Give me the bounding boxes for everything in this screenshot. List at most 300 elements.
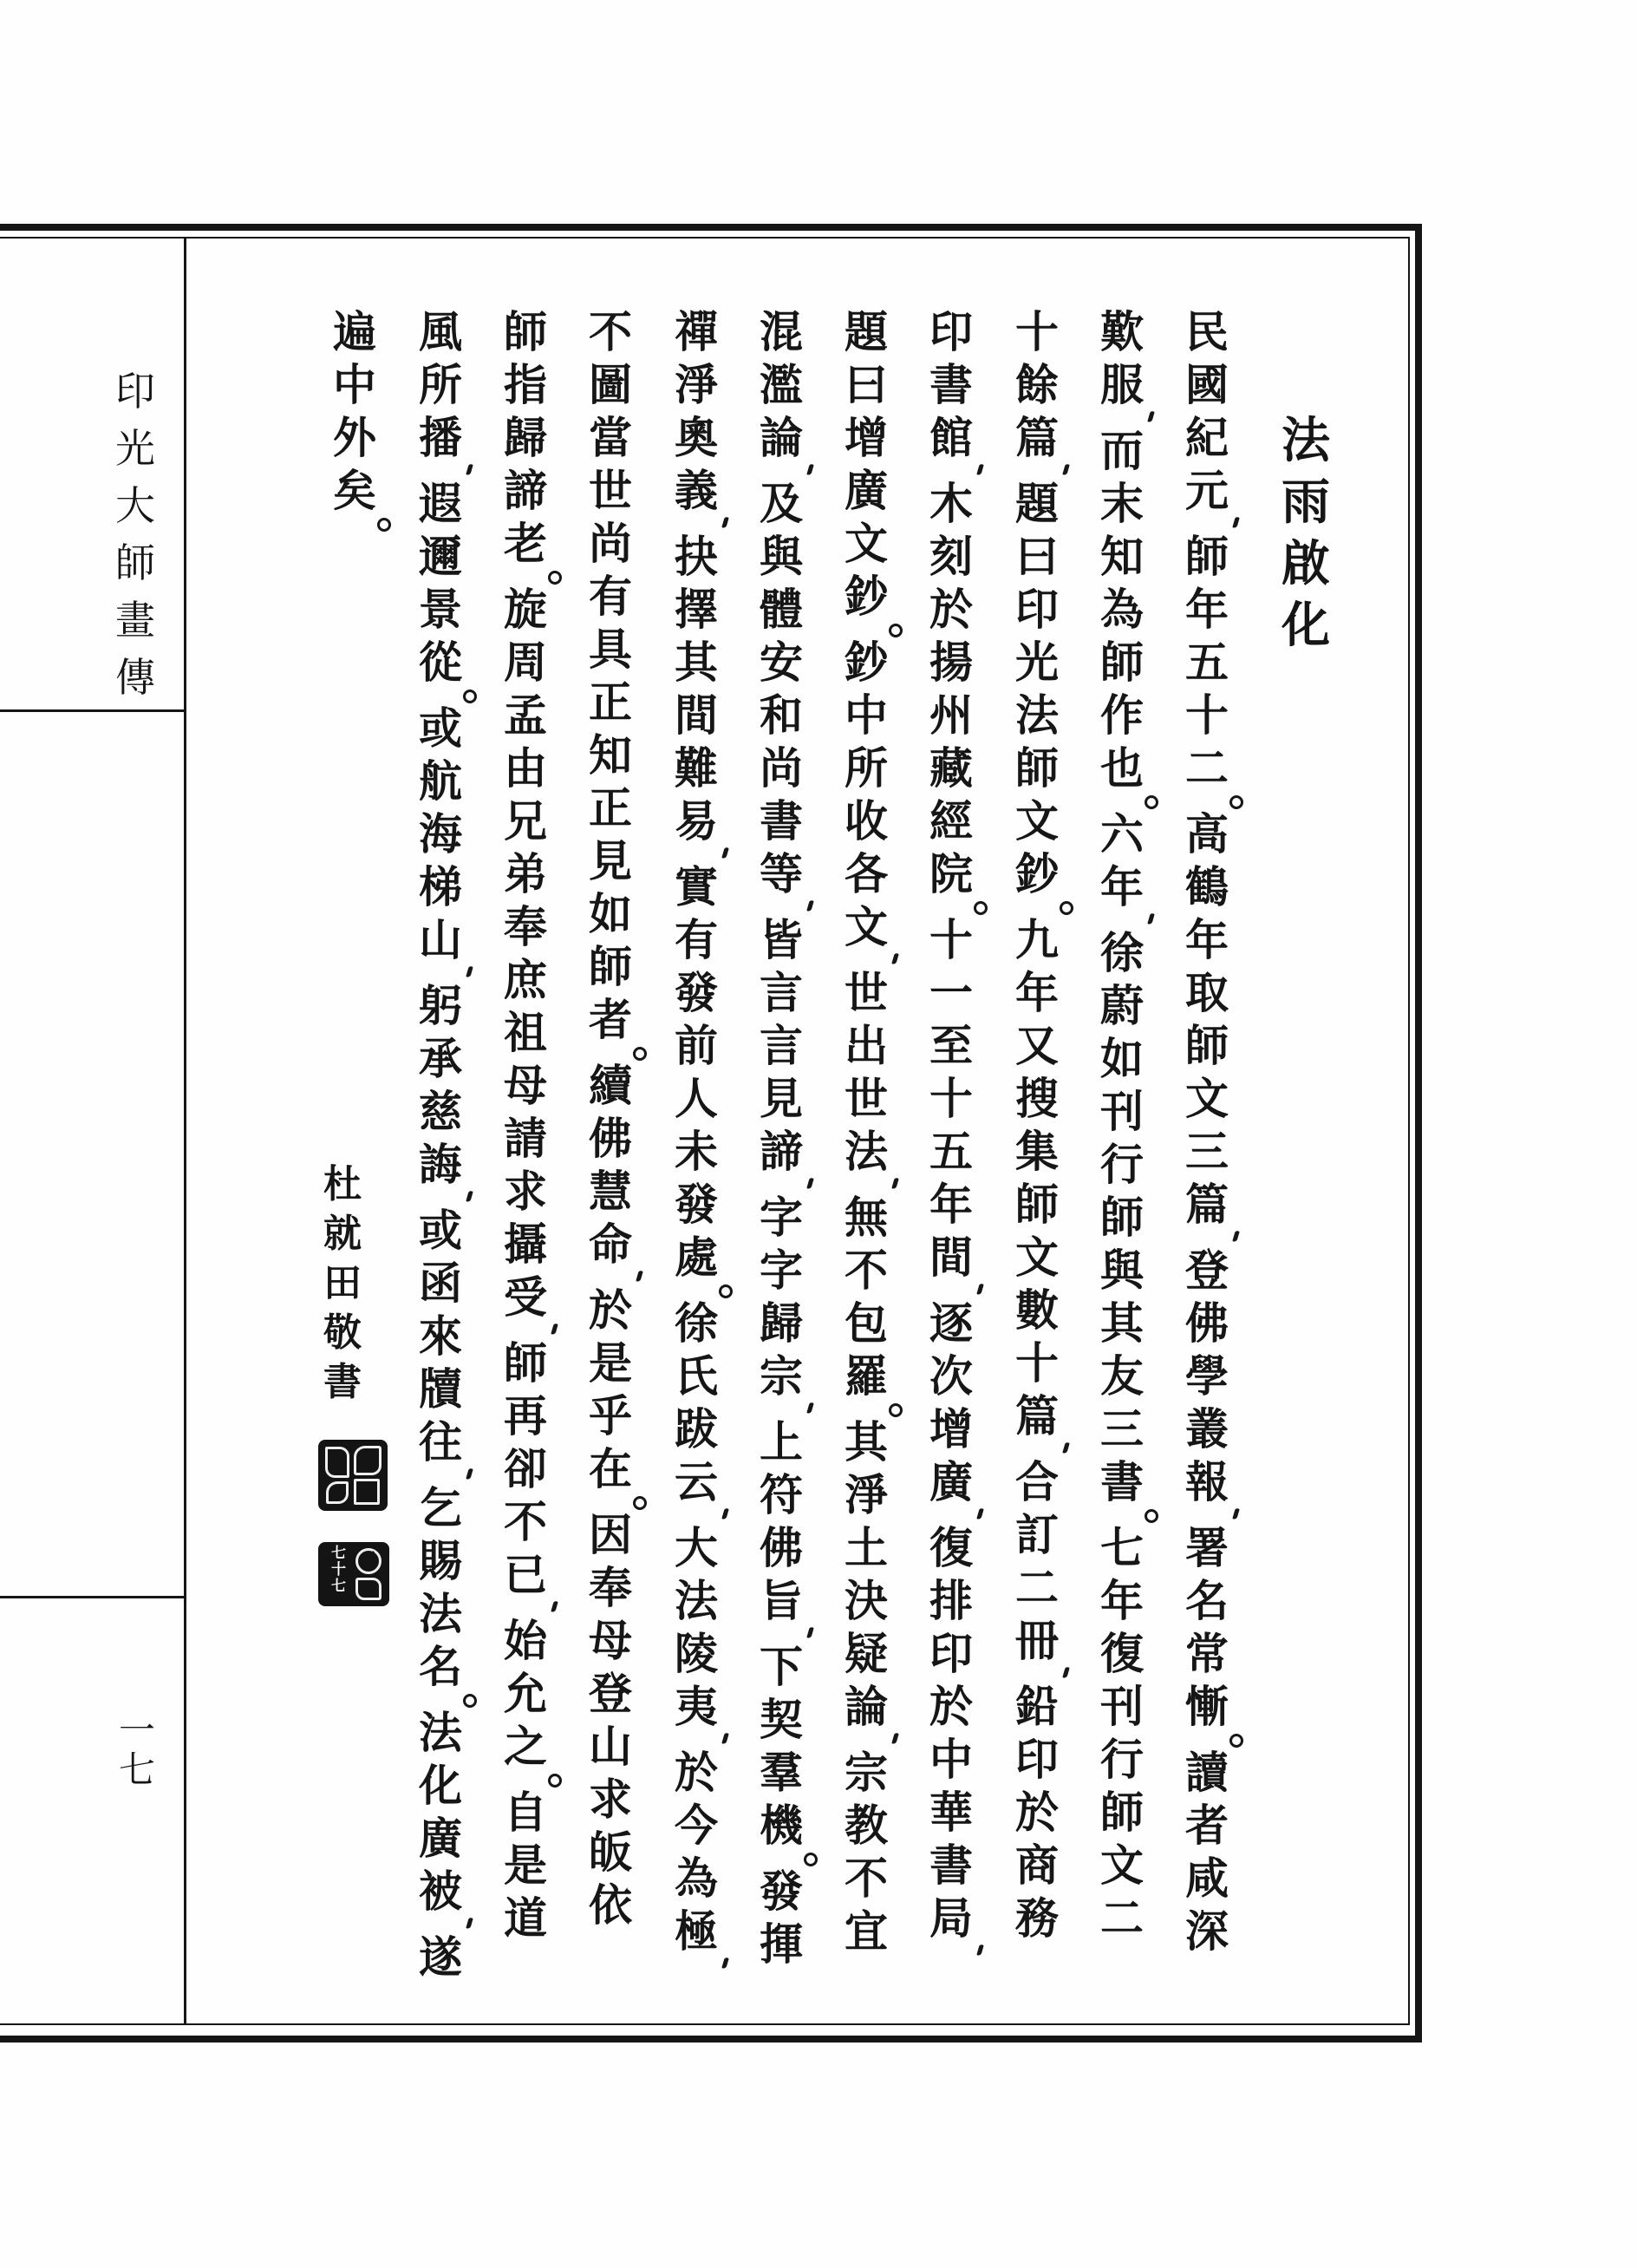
character: 師 — [589, 941, 632, 992]
punctuation-mark — [825, 1402, 908, 1415]
character: 題 — [1015, 478, 1059, 529]
character: 印 — [1015, 1734, 1059, 1785]
character: 再 — [504, 1390, 547, 1441]
punctuation-mark — [484, 1773, 567, 1786]
character: 年 — [1015, 967, 1059, 1018]
character: 為 — [1100, 584, 1144, 635]
character: 徐 — [1100, 927, 1144, 978]
sidebar-divider-line — [184, 239, 186, 2023]
character: 鈔 — [1015, 848, 1059, 899]
character: 其 — [675, 637, 718, 688]
character: 慚 — [1185, 1681, 1229, 1732]
character: 友 — [1100, 1350, 1144, 1402]
character: 孟 — [504, 690, 547, 741]
character: 十 — [1185, 690, 1229, 741]
character: 增 — [929, 1403, 973, 1454]
character: 今 — [675, 1800, 718, 1851]
character: 所 — [419, 359, 462, 410]
character: 不 — [845, 1853, 888, 1904]
character: 排 — [929, 1575, 973, 1626]
character: 依 — [589, 1879, 632, 1931]
character: 遐 — [419, 478, 462, 529]
character: 包 — [845, 1297, 888, 1349]
character: 淨 — [845, 1469, 888, 1520]
character: 於 — [589, 1284, 632, 1336]
character: 者 — [1185, 1800, 1229, 1851]
punctuation-mark — [1080, 1508, 1164, 1521]
character: 和 — [760, 690, 803, 741]
character: 安 — [760, 637, 803, 688]
character: 三 — [1100, 1403, 1144, 1454]
text-column-9 — [484, 305, 567, 1944]
punctuation-mark — [995, 1667, 1079, 1680]
character: 氏 — [675, 1350, 718, 1402]
character: 逐 — [929, 1297, 973, 1349]
character: 間 — [929, 1232, 973, 1283]
character: 搜 — [1015, 1073, 1059, 1124]
character: 及 — [760, 478, 803, 529]
character: 允 — [504, 1668, 547, 1719]
character: 言 — [760, 967, 803, 1018]
character: 文 — [1185, 1073, 1229, 1124]
character: 符 — [760, 1469, 803, 1520]
character: 文 — [1015, 795, 1059, 846]
character: 祖 — [504, 1007, 547, 1058]
character: 世 — [845, 967, 888, 1018]
punctuation-mark — [655, 1284, 738, 1297]
character: 佛 — [1185, 1297, 1229, 1349]
character: 鈔 — [845, 637, 888, 688]
character: 合 — [1015, 1456, 1059, 1507]
character: 夷 — [675, 1681, 718, 1732]
character: 周 — [504, 637, 547, 688]
text-column-10 — [399, 305, 482, 1984]
punctuation-mark — [1165, 1508, 1249, 1521]
punctuation-mark — [399, 1693, 482, 1706]
character: 就 — [323, 1212, 362, 1256]
character: 年 — [1100, 1575, 1144, 1626]
punctuation-mark — [655, 517, 738, 530]
character: 皆 — [760, 914, 803, 965]
character: 師 — [1015, 742, 1059, 794]
character: 鶴 — [1185, 861, 1229, 912]
character: 躬 — [419, 980, 462, 1031]
punctuation-mark — [910, 1284, 993, 1297]
punctuation-mark — [399, 1191, 482, 1204]
character: 杜 — [323, 1162, 362, 1206]
character: 深 — [1185, 1905, 1229, 1957]
character: 疑 — [845, 1628, 888, 1679]
character: 增 — [845, 412, 888, 463]
character: 庶 — [504, 954, 547, 1005]
character: 篇 — [1185, 1179, 1229, 1230]
character: 論 — [760, 412, 803, 463]
character: 刊 — [1100, 1086, 1144, 1137]
character: 前 — [675, 1020, 718, 1071]
character: 師 — [1100, 1192, 1144, 1243]
character: 有 — [675, 914, 718, 965]
character: 冊 — [1015, 1615, 1059, 1666]
character: 之 — [504, 1721, 547, 1772]
character: 羣 — [760, 1747, 803, 1798]
character: 指 — [504, 359, 547, 410]
character: 登 — [589, 1668, 632, 1719]
character: 景 — [419, 584, 462, 635]
punctuation-mark — [995, 900, 1079, 913]
character: 法 — [845, 1126, 888, 1177]
character: 叢 — [1185, 1403, 1229, 1454]
character: 諦 — [760, 1126, 803, 1177]
character: 題 — [845, 306, 888, 357]
character: 於 — [1015, 1787, 1059, 1838]
punctuation-mark — [910, 900, 993, 913]
punctuation-mark — [825, 623, 908, 636]
character: 禪 — [675, 306, 718, 357]
character: 揚 — [929, 637, 973, 688]
signature-column — [301, 1160, 384, 1407]
character: 收 — [845, 795, 888, 846]
character: 書 — [929, 359, 973, 410]
character: 國 — [1185, 359, 1229, 410]
punctuation-mark — [910, 1944, 993, 1958]
character: 奉 — [504, 901, 547, 952]
character: 承 — [419, 1033, 462, 1084]
character: 正 — [589, 782, 632, 833]
character: 乞 — [419, 1482, 462, 1533]
character: 二 — [1100, 1892, 1144, 1944]
character: 各 — [845, 848, 888, 899]
character: 華 — [929, 1787, 973, 1838]
character: 不 — [504, 1496, 547, 1547]
character: 書 — [323, 1360, 362, 1404]
character: 歸 — [504, 412, 547, 463]
character: 宗 — [760, 1350, 803, 1402]
character: 被 — [419, 1866, 462, 1917]
character: 言 — [760, 1020, 803, 1071]
character: 光 — [115, 425, 155, 472]
character: 紀 — [1185, 412, 1229, 463]
character: 當 — [589, 412, 632, 463]
character: 因 — [589, 1509, 632, 1560]
text-column-6 — [740, 305, 823, 1971]
character: 知 — [589, 729, 632, 781]
punctuation-mark — [825, 1733, 908, 1746]
character: 藏 — [929, 742, 973, 794]
character: 印 — [929, 306, 973, 357]
character: 一 — [929, 967, 973, 1018]
character: 請 — [504, 1113, 547, 1164]
character: 尚 — [589, 518, 632, 569]
character: 宗 — [845, 1747, 888, 1798]
character: 末 — [1100, 478, 1144, 529]
character: 矣 — [333, 465, 376, 516]
character: 邇 — [419, 531, 462, 582]
character: 化 — [1282, 597, 1330, 654]
punctuation-mark — [995, 1442, 1079, 1455]
character: 印 — [929, 1628, 973, 1679]
text-column-8 — [569, 305, 652, 1931]
punctuation-mark — [655, 1958, 738, 1971]
character: 取 — [1185, 967, 1229, 1018]
character: 鈔 — [845, 571, 888, 622]
seal-glyph — [354, 1446, 382, 1475]
character: 道 — [504, 1892, 547, 1944]
character: 發 — [675, 1179, 718, 1230]
character: 義 — [675, 465, 718, 516]
punctuation-mark — [399, 464, 482, 477]
page-number — [95, 1710, 179, 1790]
character: 數 — [1015, 1284, 1059, 1336]
character: 海 — [419, 808, 462, 859]
character: 文 — [1100, 1840, 1144, 1891]
character: 從 — [419, 637, 462, 688]
punctuation-mark — [399, 1468, 482, 1481]
character: 名 — [419, 1641, 462, 1692]
character: 作 — [1100, 690, 1144, 741]
character: 中 — [333, 359, 376, 410]
character: 師 — [504, 1337, 547, 1389]
character: 法 — [1015, 690, 1059, 741]
seal-glyph — [326, 1481, 349, 1504]
punctuation-mark — [484, 1601, 567, 1614]
character: 契 — [760, 1694, 803, 1745]
punctuation-mark — [1080, 411, 1164, 424]
seal-glyph — [355, 1578, 382, 1600]
character: 云 — [675, 1456, 718, 1507]
text-column-7 — [655, 305, 738, 1971]
character: 書 — [1100, 1456, 1144, 1507]
character: 無 — [845, 1192, 888, 1243]
character: 體 — [760, 584, 803, 635]
character: 廣 — [419, 1813, 462, 1864]
character: 賜 — [419, 1535, 462, 1586]
character: 行 — [1100, 1734, 1144, 1785]
character: 文 — [1015, 1232, 1059, 1283]
character: 有 — [589, 571, 632, 622]
text-column-5 — [825, 305, 908, 1958]
character: 師 — [1185, 1020, 1229, 1071]
character: 敬 — [323, 1310, 362, 1355]
character: 人 — [675, 1073, 718, 1124]
character: 服 — [1100, 359, 1144, 410]
character: 奧 — [675, 412, 718, 463]
punctuation-mark — [1080, 794, 1164, 807]
character: 土 — [845, 1522, 888, 1573]
character: 曰 — [1015, 531, 1059, 582]
character: 山 — [419, 914, 462, 965]
character: 訂 — [1015, 1509, 1059, 1560]
character: 遂 — [419, 1931, 462, 1983]
character: 文 — [845, 901, 888, 952]
character: 外 — [333, 412, 376, 463]
character: 淨 — [675, 359, 718, 410]
character: 往 — [419, 1416, 462, 1467]
character: 化 — [419, 1760, 462, 1811]
character: 乎 — [589, 1390, 632, 1441]
character: 慧 — [589, 1166, 632, 1217]
character: 抉 — [675, 531, 718, 582]
character: 署 — [1185, 1522, 1229, 1573]
character: 務 — [1015, 1892, 1059, 1944]
character: 字 — [760, 1245, 803, 1296]
character: 廣 — [929, 1456, 973, 1507]
character: 極 — [675, 1905, 718, 1957]
character: 諦 — [504, 465, 547, 516]
character: 田 — [323, 1261, 362, 1305]
character: 法 — [675, 1575, 718, 1626]
character: 一 — [118, 1709, 155, 1751]
character: 母 — [589, 1615, 632, 1666]
punctuation-mark — [740, 900, 823, 913]
character: 弟 — [504, 848, 547, 899]
character: 民 — [1185, 306, 1229, 357]
character: 處 — [675, 1232, 718, 1283]
character: 播 — [419, 412, 462, 463]
character: 刊 — [1100, 1681, 1144, 1732]
character: 師 — [115, 539, 155, 586]
character: 受 — [504, 1271, 547, 1323]
character: 老 — [504, 518, 547, 569]
sidebar-rule-bottom — [0, 1596, 185, 1598]
character: 報 — [1185, 1456, 1229, 1507]
character: 行 — [1100, 1139, 1144, 1190]
punctuation-mark — [313, 517, 396, 530]
character: 次 — [929, 1350, 973, 1402]
character: 奉 — [589, 1562, 632, 1613]
character: 曰 — [845, 359, 888, 410]
character: 具 — [589, 624, 632, 675]
character: 跋 — [675, 1403, 718, 1454]
character: 高 — [1185, 808, 1229, 859]
character: 世 — [845, 1073, 888, 1124]
character: 航 — [419, 755, 462, 807]
character: 如 — [1100, 1033, 1144, 1084]
character: 書 — [929, 1840, 973, 1891]
character: 商 — [1015, 1840, 1059, 1891]
character: 決 — [845, 1575, 888, 1626]
character: 師 — [1100, 637, 1144, 688]
punctuation-mark — [740, 464, 823, 477]
character: 二 — [1015, 1562, 1059, 1613]
character: 年 — [1185, 914, 1229, 965]
character: 揮 — [760, 1918, 803, 1970]
character: 求 — [504, 1166, 547, 1217]
punctuation-mark — [740, 1402, 823, 1415]
character: 者 — [589, 994, 632, 1045]
character: 如 — [589, 888, 632, 939]
character: 命 — [589, 1219, 632, 1270]
character: 而 — [1100, 425, 1144, 476]
character: 發 — [675, 967, 718, 1018]
character: 圖 — [589, 359, 632, 410]
punctuation-mark — [1080, 913, 1164, 926]
character: 與 — [1100, 1245, 1144, 1296]
character: 法 — [419, 1707, 462, 1758]
character: 知 — [1100, 531, 1144, 582]
character: 所 — [845, 742, 888, 794]
character: 是 — [589, 1337, 632, 1389]
character: 中 — [845, 690, 888, 741]
punctuation-mark — [995, 464, 1079, 477]
text-column-1 — [1165, 305, 1249, 1958]
character: 篇 — [1015, 1390, 1059, 1441]
punctuation-mark — [399, 689, 482, 702]
character: 雨 — [1282, 474, 1330, 531]
character: 登 — [1185, 1245, 1229, 1296]
character: 山 — [589, 1721, 632, 1772]
character: 光 — [1015, 637, 1059, 688]
seal-glyph — [354, 1479, 380, 1505]
character: 五 — [1185, 637, 1229, 688]
character: 師 — [504, 306, 547, 357]
punctuation-mark — [825, 953, 908, 966]
punctuation-mark — [1165, 794, 1249, 807]
character: 名 — [1185, 1575, 1229, 1626]
character: 書 — [760, 795, 803, 846]
character: 木 — [929, 478, 973, 529]
character: 或 — [419, 703, 462, 754]
character: 母 — [504, 1060, 547, 1111]
character: 又 — [1015, 1020, 1059, 1071]
character: 未 — [675, 1126, 718, 1177]
character: 求 — [589, 1774, 632, 1825]
punctuation-mark — [569, 1271, 652, 1284]
character: 風 — [419, 306, 462, 357]
character: 復 — [1100, 1628, 1144, 1679]
character: 慈 — [419, 1086, 462, 1137]
character: 鉛 — [1015, 1681, 1059, 1732]
character: 也 — [1100, 742, 1144, 794]
punctuation-mark — [740, 1852, 823, 1865]
character: 不 — [589, 306, 632, 357]
character: 羅 — [845, 1350, 888, 1402]
character: 餘 — [1015, 359, 1059, 410]
character: 於 — [929, 1681, 973, 1732]
character: 由 — [504, 742, 547, 794]
character: 常 — [1185, 1628, 1229, 1679]
text-column-11 — [313, 305, 396, 530]
character: 十 — [929, 1073, 973, 1124]
punctuation-mark — [910, 1508, 993, 1521]
punctuation-mark — [569, 1495, 652, 1508]
character: 十 — [1015, 1337, 1059, 1389]
character: 佛 — [589, 1113, 632, 1164]
character: 學 — [1185, 1350, 1229, 1402]
punctuation-mark — [655, 1508, 738, 1521]
character: 集 — [1015, 1126, 1059, 1177]
book-title-vertical — [94, 363, 177, 706]
character: 讀 — [1185, 1747, 1229, 1798]
punctuation-mark — [1165, 1231, 1249, 1244]
character: 法 — [1282, 412, 1330, 469]
text-column-3 — [995, 305, 1079, 1944]
character: 局 — [929, 1892, 973, 1944]
character: 刻 — [929, 531, 973, 582]
character: 為 — [675, 1853, 718, 1904]
character: 是 — [504, 1840, 547, 1891]
character: 十 — [929, 914, 973, 965]
punctuation-mark — [484, 1324, 567, 1337]
character: 見 — [760, 1073, 803, 1124]
character: 篇 — [1015, 412, 1059, 463]
character: 大 — [675, 1522, 718, 1573]
character: 傳 — [115, 654, 155, 701]
character: 出 — [845, 1020, 888, 1071]
heading-column — [1264, 410, 1347, 657]
character: 宜 — [845, 1905, 888, 1957]
character: 廣 — [845, 465, 888, 516]
character: 始 — [504, 1615, 547, 1666]
